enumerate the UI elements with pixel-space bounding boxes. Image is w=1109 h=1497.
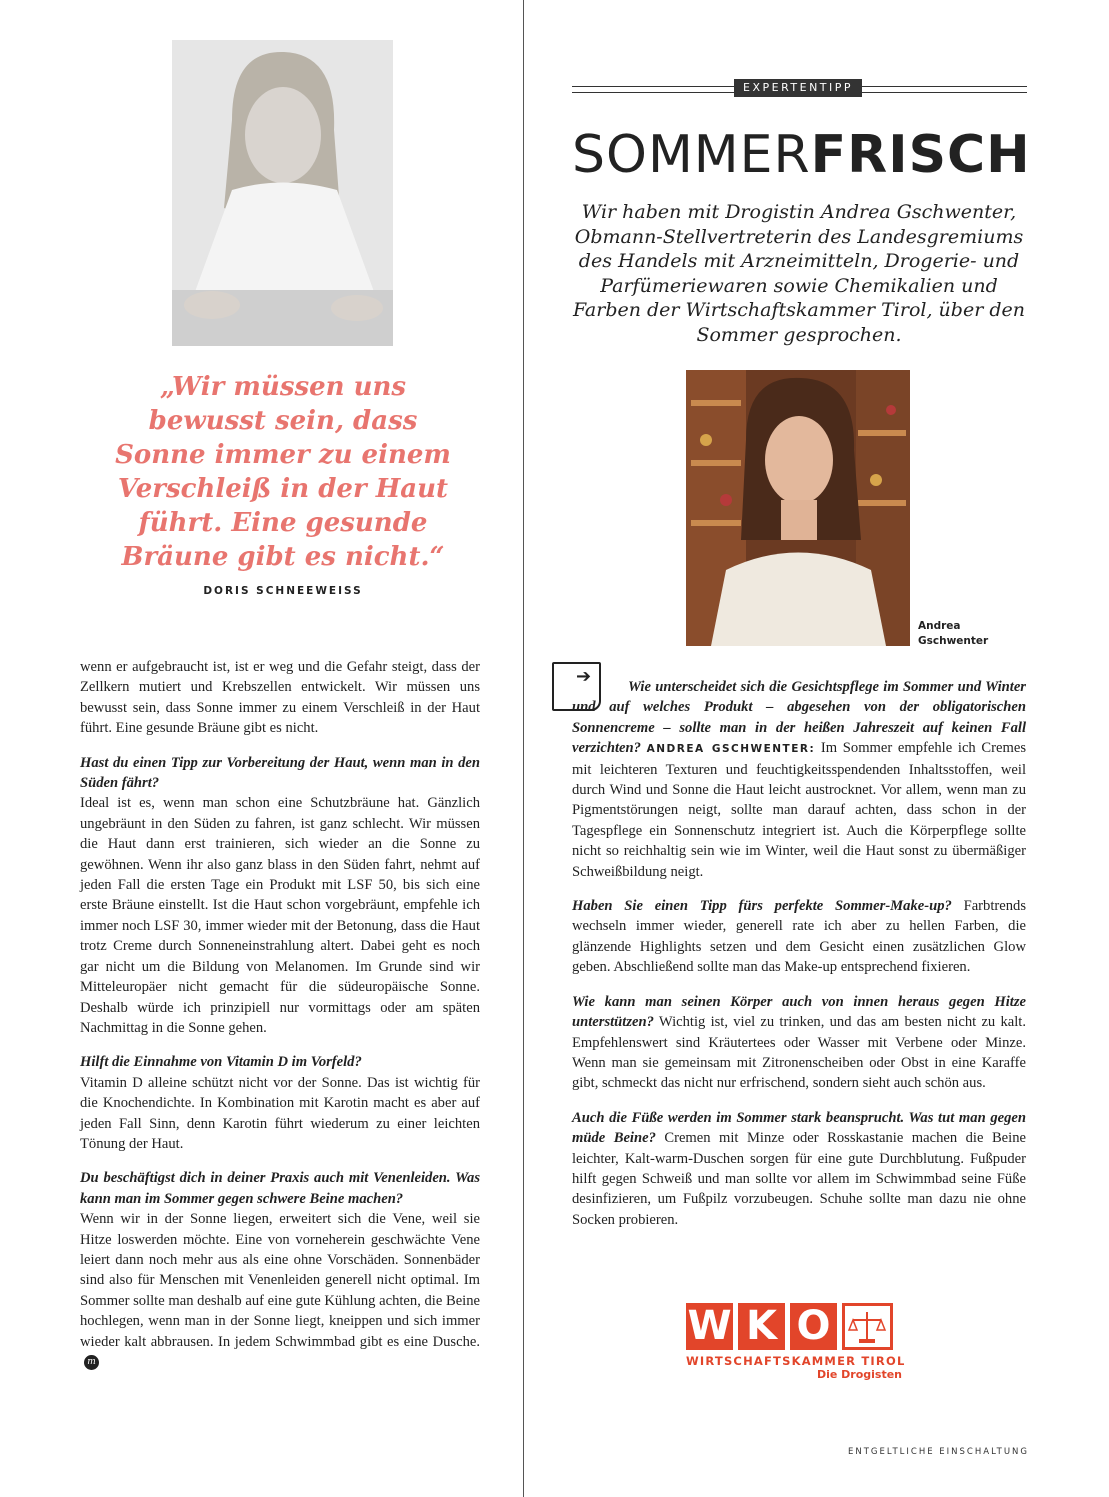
qa-block (572, 1108, 1026, 1230)
logo-letter: W (687, 1303, 732, 1349)
paragraph: wenn er aufgebraucht ist, ist er weg und die Gefahr steigt, dass der Zellkern mutiert und Krebszellen entwickelt. Wir müssen uns bewusst sein, dass Sonne immer zu einem Verschleiß in der Haut führt. Eine gesunde Bräune gibt es nicht. (80, 659, 480, 737)
answer: Cremen mit Minze oder Rosskastanie machen die Beine leichter, Kalt-warm-Duschen sorgen für eine gute Durchblutung. Fußpuder hilft gegen Schweiß und man sollte vor allem im Schwimmbad seine Füße desinfizieren, um Fußpilz vorzubeugen. Schuhe sollte man dazu nie ohne Socken probieren. (572, 1130, 1026, 1228)
answer: Im Sommer empfehle ich Cremes mit leichteren Texturen und feuchtigkeitsspendenden Inhaltsstoffen, weil durch Wind und Sonne die Haut leicht austrocknet. Vor allem, wenn man zu Pigmentstörungen neigt, sollte man darauf achten, dass schon in der Tagespflege ein Sonnenschutz integriert ist. Auch die Körperpflege sollte nicht so reichhaltig sein wie im Winter, weil die Haut sonst zu übermäßiger Schweißbildung neigt. (572, 740, 1026, 880)
logo-line1: WIRTSCHAFTSKAMMER TIROL (686, 1354, 906, 1368)
question: Hilft die Einnahme von Vitamin D im Vorfeld? (80, 1054, 362, 1071)
qa-block (80, 753, 480, 1039)
question: Haben Sie einen Tipp fürs perfekte Sommer-Make-up? (572, 898, 952, 915)
end-mark-icon: m (84, 1355, 99, 1370)
qa-block (572, 677, 1026, 882)
answer: Wenn wir in der Sonne liegen, erweitert sich die Vene, weil sie Hitze loswerden möchte. Eine von vorneherein geschwächte Vene leiert dann noch mehr aus als eine ohne Vorschäden. Sonnenbäder sind also für Menschen mit Venenleiden generell nicht optimal. Im Sommer sollte man deshalb auf eine gute Kühlung achten, die Beine hochlegen, wenn man in der Sonne liegt, kneippen und sich immer wieder kalt abbrausen. In jedem Schwimmbad gibt es eine Dusche. (80, 1211, 481, 1350)
answer: Vitamin D alleine schützt nicht vor der Sonne. Das ist wichtig für die Knochendichte. In Kombination mit Karotin macht es aber auf jeden Fall Sinn, denn Karotin führt wiederum zu einer leichten Tönung der Haut. (80, 1074, 480, 1152)
question: Wie unterscheidet sich die Gesichtspflege im Sommer und Winter und auf welches Produkt – abgesehen von der obligatorischen Sonnencreme – sollte man in der heißen Jahreszeit auf keinen Fall verzichten? (572, 679, 1026, 757)
question: Hast du einen Tipp zur Vorbereitung der Haut, wenn man in den Süden fährt? (80, 754, 480, 792)
question: Wie kann man seinen Körper auch von innen heraus gegen Hitze unterstützen? (572, 993, 1026, 1031)
qa-block (572, 896, 1026, 978)
answer: Farbtrends wechseln immer wieder, generell rate ich aber zu hellen Farben, die glänzende Highlights setzen und dem Gesicht einen zusätzlichen Glow geben. Abschließend sollte man das Make-up entsprechend fixieren. (572, 898, 1026, 976)
right-column-text (572, 677, 1026, 1244)
question: Auch die Füße werden im Sommer stark beansprucht. Was tut man gegen müde Beine? (572, 1109, 1026, 1147)
logo-letter: K (738, 1303, 785, 1350)
column-divider (523, 0, 524, 1497)
headline-light: SOMMER (572, 125, 811, 185)
portrait-doris-photo (172, 40, 393, 346)
logo-letter: O (790, 1303, 837, 1350)
speaker-name: ANDREA GSCHWENTER: (646, 743, 816, 756)
intro-text: Wir haben mit Drogistin Andrea Gschwenter, Obmann-Stellvertreterin des Landesgremiums des Handels mit Arzneimitteln, Drogerie- und Parfümeriewaren sowie Chemikalien und Farben der Wirtschaftskammer Tirol, über den Sommer gesprochen. (573, 201, 1025, 346)
pull-quote: „Wir müssen uns bewusst sein, dass Sonne immer zu einem Verschleiß in der Haut führt. Eine gesunde Bräune gibt es nicht.“ (115, 372, 451, 572)
qa-block (80, 1052, 480, 1154)
section-tag: EXPERTENTIPP (734, 79, 862, 97)
headline-bold: FRISCH (810, 125, 1031, 185)
wko-logo (686, 1303, 908, 1381)
logo-line2: Die Drogisten (816, 1368, 902, 1381)
portrait-andrea-photo (686, 370, 910, 646)
answer: Wichtig ist, viel zu trinken, und das am besten nicht zu kalt. Empfehlenswert sind Kräutertees oder Wasser mit Verbene oder Minze. Wenn man sie gemeinsam mit Zitronenscheiben oder Obst in eine Karaffe gibt, schmeckt das nicht nur erfrischend, sondern sieht auch schön aus. (572, 1014, 1026, 1092)
question: Du beschäftigst dich in deiner Praxis auch mit Venenleiden. Was kann man im Sommer gegen schwere Beine machen? (80, 1170, 480, 1207)
footer-note: ENTGELTLICHE EINSCHALTUNG (848, 1447, 1029, 1457)
qa-block (80, 1168, 480, 1372)
arrow-right-icon: ➔ (576, 666, 592, 687)
headline (572, 124, 1031, 186)
pharmacy-scale-icon (842, 1303, 893, 1350)
quote-author: DORIS SCHNEEWEISS (203, 585, 363, 597)
photo-caption: Andrea Gschwenter (918, 620, 989, 647)
qa-block (572, 992, 1026, 1094)
answer: Ideal ist es, wenn man schon eine Schutzbräune hat. Gänzlich ungebräunt in den Süden zu fahren, ist ganz schlecht. Wir müssen die Haut dann erst trainieren, sich wieder an die Sonne zu gewöhnen. Wenn ihr also ganz blass in den Süden fahrt, nehmt auf jeden Fall die ersten Tage ein Produkt mit LSF 50, bis sich eine erste Bräune einstellt. Ist die Haut schon vorgebräunt, empfehle ich immer noch LSF 30, immer wieder mit der Betonung, dass die Haut trotz Creme durch Sonneneinstrahlung altert. Dabei geht es noch gar nicht um die Bildung von Melanomen. Im Grunde sind wir Mitteleuropäer nicht gemacht für die südeuropäische Sonne. Deshalb würde ich prinzipiell nur vormittags oder am späten Nachmittag in die Sonne gehen. (80, 795, 480, 1036)
left-column-text (80, 657, 480, 1386)
